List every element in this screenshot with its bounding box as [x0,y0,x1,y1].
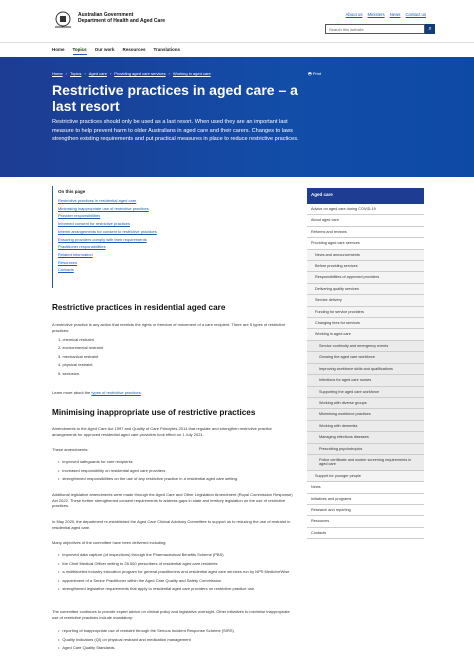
sidebar-nav [307,188,424,539]
sidebar-item[interactable]: Working with dementia [307,421,424,432]
nav-topics[interactable]: Topics [73,47,87,55]
print-label: Print [312,71,322,76]
toc-link[interactable]: Interim arrangements for consent to restrictive practices [58,228,157,234]
restraint-types-list [58,336,298,378]
nav-our-work[interactable]: Our work [94,47,115,52]
lead-paragraph: Restrictive practices should only be used as a last resort. When used they are an important last measure to help prevent harm to older Australians in aged care and their carers. Changes to laws strengthen existing requirements and put practical measures in place to reduce restrictive practices. [52,119,299,143]
list-item: • appointment of a Senior Practitioner within the Aged Care Quality and Safety Commission [58,577,298,586]
sidebar-heading[interactable]: Aged care [307,188,424,204]
toc-link[interactable]: Contacts [58,267,74,273]
sidebar-item[interactable]: Changing fees for services [307,318,424,329]
list-item: 3. mechanical restraint [58,353,99,359]
top-links [346,12,426,17]
coat-of-arms-logo[interactable] [52,9,74,31]
paragraph: A restrictive practice is any action that restricts the rights or freedom of movement of a care recipient. There are 5 types of restrictive practices: [52,322,286,333]
sidebar-item[interactable]: Responsibilities of approved providers [307,272,424,283]
sidebar-item[interactable]: Initiatives and programs [307,494,424,505]
crumb-working[interactable]: Working in aged care [172,71,211,76]
sidebar-item[interactable]: Delivering quality services [307,284,424,295]
sidebar-item[interactable]: Before providing services [307,261,424,272]
paragraph: These amendments: [52,447,89,452]
sidebar-item[interactable]: Contacts [307,528,424,539]
toc-link[interactable]: Informed consent for restrictive practices [58,221,131,227]
on-this-page [52,186,262,288]
crumb-topics[interactable]: Topics [70,71,82,76]
crumb-home[interactable]: Home [52,71,63,76]
list-item: • the Chief Medical Officer writing to 28,500 prescribers of residential aged care residents [58,560,298,569]
sidebar-item[interactable]: News [307,482,424,493]
toc-link[interactable]: Ensuring providers comply with their requirements [58,236,147,242]
sidebar-item[interactable]: Reforms and reviews [307,227,424,238]
sidebar-item[interactable]: About aged care [307,215,424,226]
page-title: Restrictive practices in aged care – a last resort [52,82,298,114]
list-item: 5. seclusion. [58,370,81,376]
sidebar-item[interactable]: Service continuity and emergency events [307,341,424,352]
toc-link[interactable]: Minimising inappropriate use of restrictive practices [58,205,149,211]
list-item: • strengthened responsibilities on the use of any restrictive practice in a residential aged care setting. [58,475,298,484]
section-heading: Restrictive practices in residential aged care [52,303,226,312]
paragraph: Amendments to the Aged Care Act 1997 and Quality of Care Principles 2014 that regulate and strengthen restrictive practice arrangements for approved residential aged care providers took effect on 1 July 2021. [52,426,272,437]
list-item: • strengthened legislative requirements that apply to residential aged care providers on restrictive practice use. [58,585,298,594]
nav-resources[interactable]: Resources [122,47,146,52]
paragraph: Additional legislative amendments were made through the Aged Care and Other Legislation Amendment (Royal Commission Response) Act 2022. These further strengthened consent requirements to address gaps in state and territory legislation on the use of restrictive practices. [52,492,293,509]
paragraph: In May 2020, the department re-established the Aged Care Clinical Advisory Committee to support us to reducing the use of restraint in residential aged care. [52,519,291,530]
toc-link[interactable]: Practitioner responsibilities [58,244,106,250]
sidebar-item[interactable]: Improving workforce skills and qualifications [307,364,424,375]
toc-title: On this page [58,189,86,194]
gov-line1: Australian Government [78,12,134,18]
list-item: • improved safeguards for care recipients [58,458,298,467]
breadcrumb: Home › Topics › Aged care › Providing aged care services › Working in aged care [52,71,211,76]
sidebar-item[interactable]: News and announcements [307,250,424,261]
nav-home[interactable]: Home [52,47,65,52]
sidebar-item[interactable]: Growing the aged care workforce [307,352,424,363]
sidebar-item[interactable]: Supporting the aged care workforce [307,387,424,398]
sidebar-item[interactable]: Minimising workforce practices [307,409,424,420]
paragraph: Many objectives of the committee have been delivered including: [52,540,167,545]
list-item: 1. chemical restraint [58,337,94,342]
sidebar-item[interactable]: Providing aged care services [307,238,424,249]
initiatives-list [58,627,298,653]
toc-link[interactable]: Related information [58,251,93,257]
sidebar-item[interactable]: Working in aged care [307,329,424,340]
paragraph: The committee continues to provide expert advice on clinical policy and legislative oversight. Other initiatives to minimise inappropriate use of restrictive practices include mandatory: [52,609,290,620]
search-input[interactable]: Search this website [325,24,425,34]
crumb-providing[interactable]: Providing aged care services [114,71,166,76]
top-link-about[interactable]: About us [345,12,363,17]
sidebar-item[interactable]: Police certificate and worker screening requirements in aged care [307,455,424,471]
amendments-list [58,458,298,484]
sidebar-item[interactable]: Prescribing psychotropics [307,444,424,455]
sidebar-item[interactable]: Funding for service providers [307,307,424,318]
search-button[interactable] [425,24,435,34]
sidebar-item[interactable]: Managing infectious diseases [307,432,424,443]
sidebar-item[interactable]: Resources [307,516,424,527]
gov-line2: Department of Health and Aged Care [78,18,166,24]
list-item: • reporting of inappropriate use of restraint through the Serious Incident Response Scheme (SIRS) [58,627,298,636]
toc-link[interactable]: Provider responsibilities [58,213,101,219]
crumb-aged-care[interactable]: Aged care [88,71,107,76]
top-link-contact[interactable]: Contact us [405,12,426,17]
list-item: • a multifaceted industry education program for general practitioners and residential aged care services run by NPS MedicineWise [58,568,298,577]
list-item: 4. physical restraint [58,362,93,368]
sidebar-item[interactable]: Working with diverse groups [307,398,424,409]
list-item: • improved data capture (of inspections) through the Pharmaceutical Benefits Scheme (PBS) [58,551,298,560]
types-link[interactable]: types of restrictive practices [91,390,141,395]
sidebar-item[interactable]: Support for younger people [307,471,424,482]
sidebar-items [307,204,424,539]
print-icon: 🖶 [308,71,313,76]
search-icon: ⌕ [428,26,432,32]
nav-translations[interactable]: Translations [153,47,180,52]
objectives-list [58,551,298,594]
list-item: • Aged Care Quality Standards. [58,644,298,653]
list-item: • Quality Indicators (QI) on physical restraint and medication management [58,636,298,645]
print-button[interactable] [308,71,321,78]
sidebar-item[interactable]: Advice on aged care during COVID-19 [307,204,424,215]
list-item: 2. environmental restraint [58,345,104,351]
site-header [0,0,474,42]
sidebar-item[interactable]: Service delivery [307,295,424,306]
main-nav [0,42,474,57]
list-item: • increased responsibility on residential aged care providers [58,467,298,476]
sidebar-item[interactable]: Research and reporting [307,505,424,516]
paragraph: Learn more about the types of restrictive practices. [52,390,142,395]
top-link-ministers[interactable]: Ministers [367,12,385,17]
sidebar-item[interactable]: Infections for aged care nurses [307,375,424,386]
department-name [78,12,165,24]
section-heading: Minimising inappropriate use of restrictive practices [52,408,256,417]
top-link-news[interactable]: News [389,12,401,17]
toc-link[interactable]: Restrictive practices in residential aged care [58,198,137,203]
toc-link[interactable]: Resources [58,259,78,265]
